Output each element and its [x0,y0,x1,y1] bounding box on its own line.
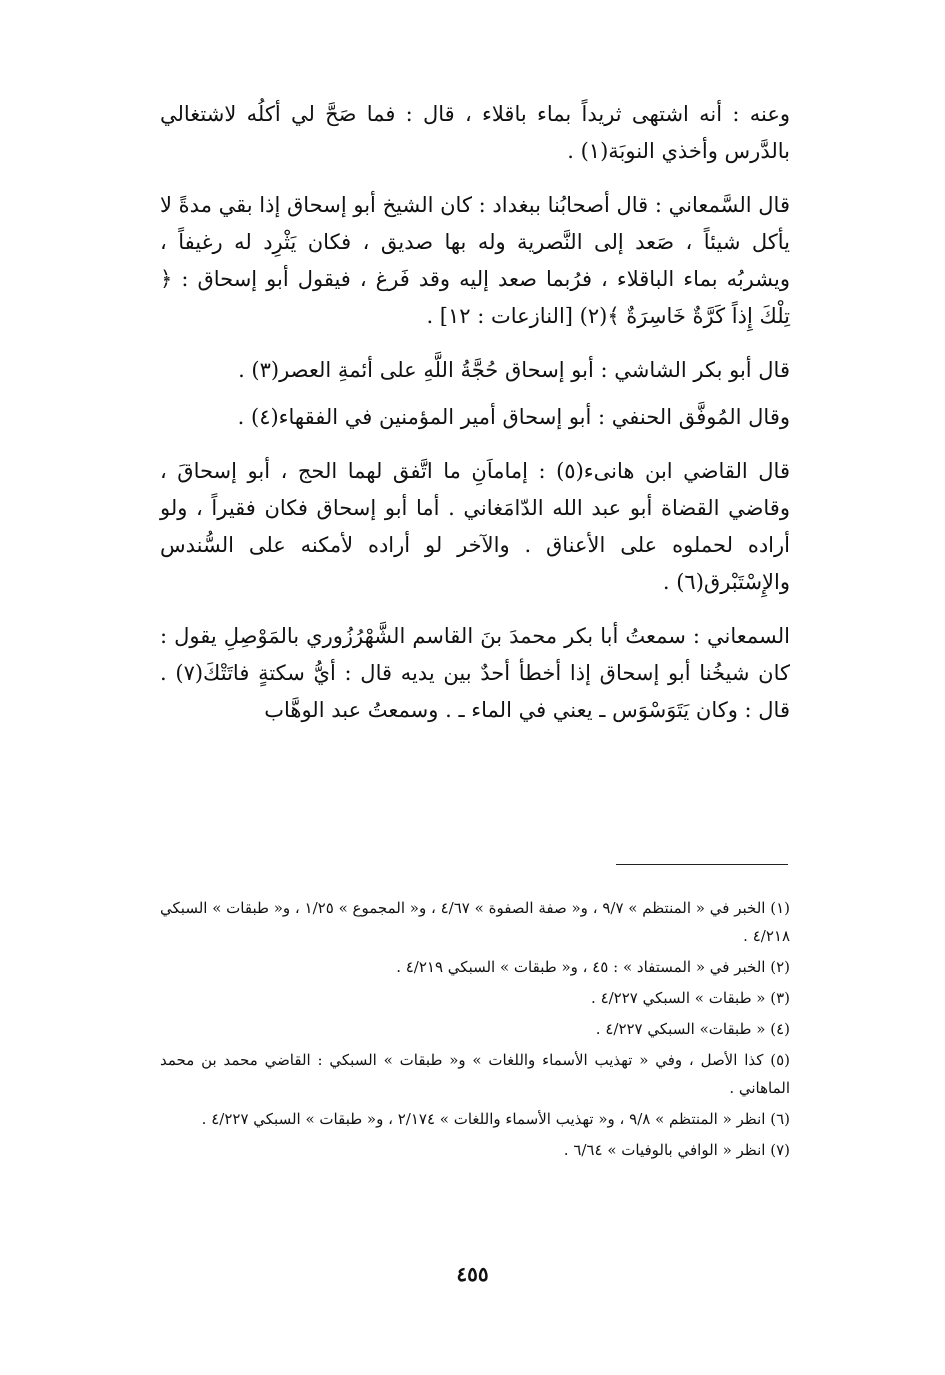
paragraph-4: وقال المُوفَّق الحنفي : أبو إسحاق أمير المؤمنين في الفقهاء(٤) . [237,405,790,429]
footnote-5: (٥) كذا الأصل ، وفي « تهذيب الأسماء واللغات » و« طبقات » السبكي : القاضي محمد بن محمد الماهاني . [160,1051,790,1097]
footnote-2: (٢) الخبر في « المستفاد » : ٤٥ ، و« طبقات » السبكي ٤/٢١٩ . [396,958,790,976]
main-text [160,96,790,746]
footnote-7: (٧) انظر « الوافي بالوفيات » ٦/٦٤ . [563,1141,790,1159]
paragraph-6: السمعاني : سمعتُ أبا بكر محمدَ بنَ القاسم الشَّهْرُزُوري بالمَوْصِلِ يقول : كان شيخُنا أبو إسحاق إذا أخطأ أحدٌ بين يديه قال : أيُّ سكتةٍ فاتَتْكَ(٧) . قال : وكان يَتَوَسْوَس ـ يعني في الماء ـ . وسمعتُ عبد الوهَّاب [160,624,790,722]
paragraph-1: وعنه : أنه اشتهى ثريداً بماء باقلاء ، قال : فما صَحَّ لي أكلُه لاشتغالي بالدَّرس وأخذي النوبَة(١) . [160,102,790,163]
footnotes [160,894,790,1167]
paragraph-5: قال القاضي ابن هانىء(٥) : إماماَنِ ما اتَّفق لهما الحج ، أبو إسحاقَ ، وقاضي القضاة أبو عبد الله الدّامَغاني . أما أبو إسحاق فكان فقيراً ، ولو أراده لحملوه على الأعناق . والآخر لو أراده لأمكنه على السُّندس والإِسْتَبْرق(٦) . [160,459,790,594]
footnote-1: (١) الخبر في « المنتظم » ٩/٧ ، و« صفة الصفوة » ٤/٦٧ ، و« المجموع » ١/٢٥ ، و« طبقات » السبكي ٤/٢١٨ . [160,899,790,945]
footnote-6: (٦) انظر « المنتظم » ٩/٨ ، و« تهذيب الأسماء واللغات » ٢/١٧٤ ، و« طبقات » السبكي ٤/٢٢٧ . [201,1110,790,1128]
footnote-divider [616,864,788,865]
footnote-3: (٣) « طبقات » السبكي ٤/٢٢٧ . [591,989,790,1007]
footnote-4: (٤) « طبقات» السبكي ٤/٢٢٧ . [595,1020,790,1038]
paragraph-3: قال أبو بكر الشاشي : أبو إسحاق حُجَّةُ اللَّهِ على أئمةِ العصر(٣) . [238,358,790,382]
page-number: ٤٥٥ [456,1262,489,1286]
paragraph-2: قال السَّمعاني : قال أصحابُنا ببغداد : كان الشيخ أبو إسحاق إذا بقي مدةً لا يأكل شيئاً ، صَعد إلى النَّصرية وله بها صديق ، فكان يَثْرِد له رغيفاً ، ويشربُه بماء الباقلاء ، فرُبما صعد إليه وقد فَرغ ، فيقول أبو إسحاق : ﴿ تِلْكَ إِذاً كَرَّةٌ خَاسِرَةٌ ﴾(٢) [النازعات : ١٢] . [160,193,790,328]
